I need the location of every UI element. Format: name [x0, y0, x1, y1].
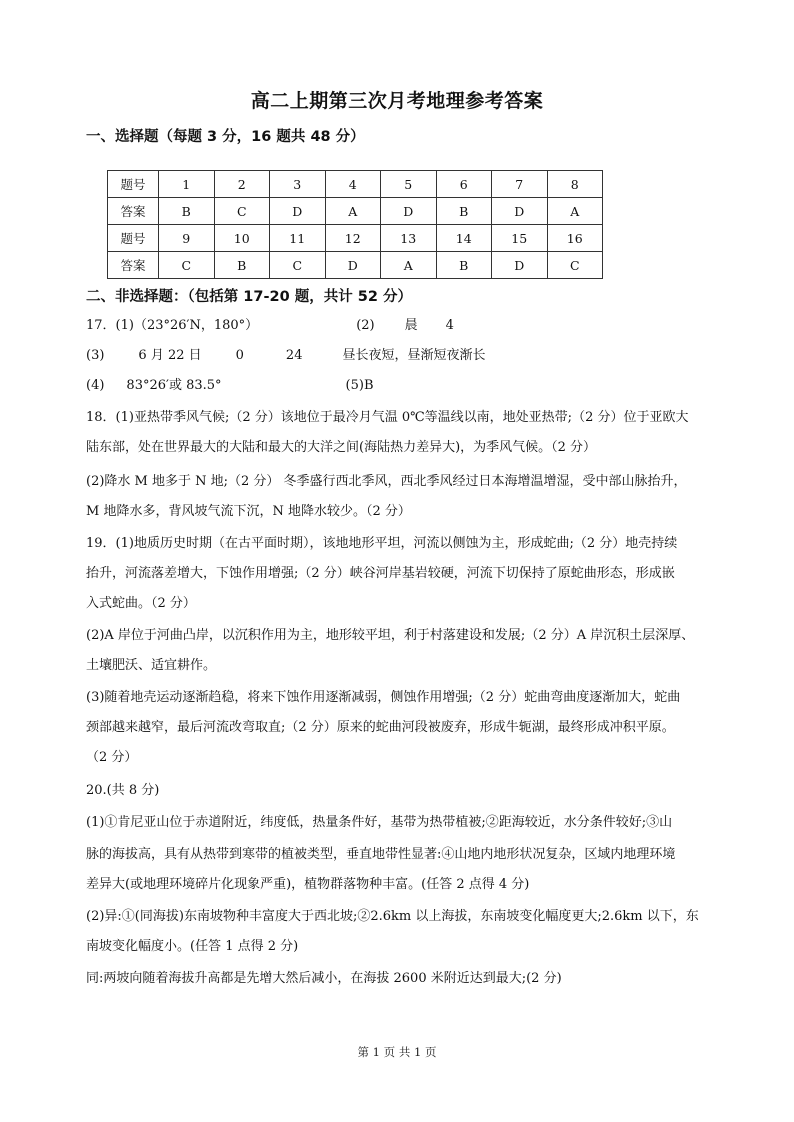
- q17-part3-text: 昼长夜短，昼渐短夜渐长: [342, 348, 486, 363]
- q17-part1: 17．(1)（23°26′N，180°）: [86, 318, 259, 333]
- q17-line-3: [86, 376, 716, 396]
- question-number-cell: 13: [381, 225, 437, 252]
- answer-cell: A: [547, 198, 603, 225]
- q17-part3-value1: 0: [235, 348, 244, 363]
- question-number-cell: 6: [436, 171, 492, 198]
- text-line: (2)降水 M 地多于 N 地;（2 分） 冬季盛行西北季风，西北季风经过日本海增温增湿，受中部山脉抬升，: [86, 474, 687, 489]
- q17-part3-label: (3): [86, 348, 105, 363]
- q17-line-2: [86, 346, 716, 366]
- text-line: 差异大(或地理环境碎片化现象严重)，植物群落物种丰富。(任答 2 点得 4 分): [86, 877, 530, 892]
- answer-table: [107, 170, 603, 279]
- question-number-cell: 4: [325, 171, 381, 198]
- q17-part2-label: (2): [356, 318, 375, 333]
- q17-part5: (5)B: [345, 378, 374, 393]
- row-label-number: 题号: [108, 225, 159, 252]
- answer-cell: C: [214, 198, 270, 225]
- answer-cell: B: [436, 252, 492, 279]
- answer-cell: C: [159, 252, 215, 279]
- text-line: 抬升，河流落差增大，下蚀作用增强;（2 分）峡谷河岸基岩较硬，河流下切保持了原蛇曲形态，形成嵌: [86, 566, 675, 581]
- q17-part2-answer: 晨: [404, 318, 418, 333]
- question-number-cell: 10: [214, 225, 270, 252]
- section-nonchoice-heading: 二、非选择题：（包括第 17-20 题，共计 52 分）: [86, 289, 412, 305]
- answer-cell: D: [381, 198, 437, 225]
- question-number-cell: 7: [492, 171, 548, 198]
- text-line: 入式蛇曲。（2 分）: [86, 596, 196, 611]
- answer-cell: C: [270, 252, 326, 279]
- answer-cell: B: [214, 252, 270, 279]
- table-row: [108, 252, 603, 279]
- question-number-cell: 2: [214, 171, 270, 198]
- answer-cell: A: [325, 198, 381, 225]
- question-number-cell: 3: [270, 171, 326, 198]
- text-line: (2)A 岸位于河曲凸岸，以沉积作用为主，地形较平坦，利于村落建设和发展;（2 分）A 岸沉积土层深厚、: [86, 628, 695, 643]
- text-line: （2 分）: [86, 750, 138, 765]
- question-number-cell: 1: [159, 171, 215, 198]
- question-number-cell: 9: [159, 225, 215, 252]
- answer-cell: B: [159, 198, 215, 225]
- row-label-answer: 答案: [108, 252, 159, 279]
- text-line: (1)①肯尼亚山位于赤道附近，纬度低，热量条件好，基带为热带植被;②距海较近，水分条件较好;③山: [86, 815, 673, 830]
- text-line: 颈部越来越窄，最后河流改弯取直;（2 分）原来的蛇曲河段被废弃，形成牛轭湖，最终形成冲积平原。: [86, 720, 675, 735]
- question-number-cell: 16: [547, 225, 603, 252]
- answer-cell: A: [381, 252, 437, 279]
- answer-cell: B: [436, 198, 492, 225]
- text-line: 陆东部，处在世界最大的大陆和最大的大洋之间(海陆热力差异大)，为季风气候。（2 分）: [86, 440, 597, 455]
- row-label-number: 题号: [108, 171, 159, 198]
- q17-part3-value2: 24: [285, 348, 303, 363]
- question-number-cell: 11: [270, 225, 326, 252]
- text-line: (3)随着地壳运动逐渐趋稳，将来下蚀作用逐渐减弱，侧蚀作用增强;（2 分）蛇曲弯曲度逐渐加大，蛇曲: [86, 690, 681, 705]
- text-line: 南坡变化幅度小。(任答 1 点得 2 分): [86, 939, 299, 954]
- answer-cell: D: [325, 252, 381, 279]
- question-number-cell: 8: [547, 171, 603, 198]
- answer-cell: D: [270, 198, 326, 225]
- q17-part3-date: 6 月 22 日: [138, 348, 202, 363]
- answer-cell: D: [492, 198, 548, 225]
- table-row: [108, 171, 603, 198]
- question-number-cell: 5: [381, 171, 437, 198]
- text-line: 20.(共 8 分): [86, 783, 160, 798]
- text-line: 脉的海拔高，具有从热带到寒带的植被类型，垂直地带性显著:④山地内地形状况复杂，区域内地理环境: [86, 847, 676, 862]
- page-title: 高二上期第三次月考地理参考答案: [250, 90, 544, 112]
- question-number-cell: 14: [436, 225, 492, 252]
- question-number-cell: 15: [492, 225, 548, 252]
- answer-cell: C: [547, 252, 603, 279]
- row-label-answer: 答案: [108, 198, 159, 225]
- page-footer: 第 1 页 共 1 页: [357, 1045, 437, 1059]
- text-line: (2)异:①(同海拔)东南坡物种丰富度大于西北坡;②2.6km 以上海拔，东南坡变化幅度更大;2.6km 以下，东: [86, 909, 699, 924]
- text-line: M 地降水多，背风坡气流下沉，N 地降水较少。（2 分）: [86, 504, 411, 519]
- text-line: 土壤肥沃、适宜耕作。: [86, 658, 217, 673]
- text-line: 18．(1)亚热带季风气候;（2 分）该地位于最冷月气温 0℃等温线以南，地处亚热带;（2 分）位于亚欧大: [86, 410, 689, 425]
- q17-part4-answer: 83°26′或 83.5°: [126, 378, 222, 393]
- q17-line-1: [86, 316, 716, 336]
- text-line: 19．(1)地质历史时期（在古平面时期），该地地形平坦，河流以侧蚀为主，形成蛇曲;（2 分）地壳持续: [86, 536, 678, 551]
- section-choice-heading: 一、选择题（每题 3 分，16 题共 48 分）: [86, 129, 365, 145]
- answer-cell: D: [492, 252, 548, 279]
- q17-part2-value: 4: [445, 318, 454, 333]
- q17-part4-label: (4): [86, 378, 105, 393]
- table-row: [108, 198, 603, 225]
- table-row: [108, 225, 603, 252]
- question-number-cell: 12: [325, 225, 381, 252]
- text-line: 同:两坡向随着海拔升高都是先增大然后减小，在海拔 2600 米附近达到最大;(2 分): [86, 971, 562, 986]
